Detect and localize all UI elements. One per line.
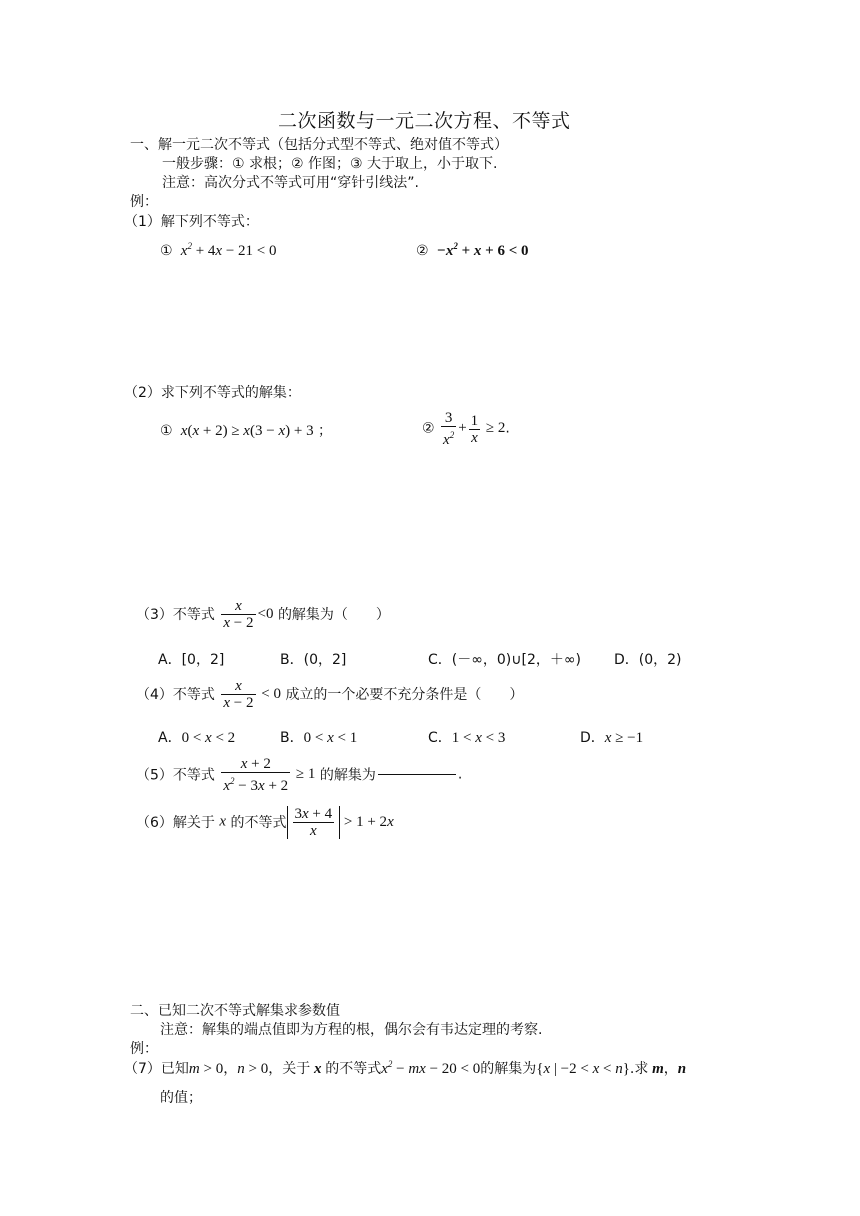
- q5-formula: $\frac{x + 2}{x^2 - 3x + 2}$ ≥ 1: [223, 756, 316, 794]
- q2-prefix: （2）求下列不等式的解集：: [124, 385, 301, 401]
- q1-item1: [160, 241, 277, 260]
- q5-question: [136, 756, 462, 794]
- q2-item2-label: ②: [422, 420, 435, 437]
- q4-option-c[interactable]: C．1 < x < 3: [428, 730, 506, 746]
- q4-question: [136, 678, 523, 711]
- q3-option-b[interactable]: B．(0，2]: [280, 652, 347, 668]
- section1-example: 例：: [130, 194, 158, 210]
- q5-prefix: （5）不等式: [136, 767, 215, 784]
- q6-prefix: （6）解关于: [136, 814, 215, 831]
- q2-item1-tail: ；: [318, 423, 333, 439]
- q6-mid: 的不等式: [230, 814, 287, 831]
- section2-example: 例：: [130, 1041, 158, 1057]
- q1-item2-formula: $-x^2 + x + 6 < 0$: [433, 241, 529, 259]
- q4-option-d[interactable]: D．x ≥ −1: [580, 730, 644, 746]
- q7-comma1: ，: [223, 1061, 238, 1077]
- q1-item2: [416, 241, 529, 260]
- q6-variable: x: [219, 813, 227, 830]
- q3-suffix: 的解集为（ ）: [277, 606, 390, 623]
- q3-option-d[interactable]: D．(0，2): [614, 652, 682, 668]
- q1-prefix: （1）解下列不等式：: [124, 214, 259, 230]
- q1-item2-label: ②: [416, 243, 429, 259]
- q7-mid: 的不等式: [325, 1061, 382, 1077]
- q4-option-a[interactable]: A．0 < x < 2: [158, 730, 236, 746]
- q2-item2: [422, 410, 510, 448]
- q6-question: [136, 806, 394, 839]
- q3-option-a[interactable]: A．[0，2]: [158, 652, 225, 668]
- q7-comma3: ，: [663, 1061, 678, 1077]
- q4-option-d-letter: D．: [580, 730, 605, 746]
- q4-formula: $\frac{x}{x - 2}$ < 0: [223, 678, 281, 711]
- section2-note: 注意：解集的端点值即为方程的根，偶尔会有韦达定理的考察.: [160, 1022, 543, 1038]
- q3-formula: $\frac{x}{x - 2}$ <0: [223, 598, 274, 631]
- q1-item1-formula: $x^2 + 4x - 21 < 0$: [177, 241, 277, 259]
- section1-note: 注意：高次分式不等式可用“穿针引线法”.: [162, 175, 419, 191]
- section1-steps: 一般步骤：① 求根；② 作图；③ 大于取上，小于取下.: [162, 156, 498, 172]
- q7-comma2: ，关于: [268, 1061, 311, 1077]
- q2-item2-tail: .: [505, 420, 510, 437]
- q7-tail: .求: [629, 1061, 649, 1077]
- page-title: 二次函数与一元二次方程、不等式: [278, 110, 571, 132]
- q7-line2: 的值；: [160, 1090, 202, 1106]
- q5-answer-blank[interactable]: [378, 774, 456, 775]
- q4-option-c-letter: C．: [428, 730, 452, 746]
- q3-option-c[interactable]: C．(－∞，0)∪[2，＋∞): [428, 652, 582, 668]
- q4-suffix: 成立的一个必要不充分条件是（ ）: [285, 686, 524, 703]
- q4-option-b-letter: B．: [280, 730, 304, 746]
- q4-prefix: （4）不等式: [136, 686, 215, 703]
- q2-item1: [160, 420, 332, 440]
- section2-heading: 二、已知二次不等式解集求参数值: [130, 1003, 340, 1019]
- q7-mid2: 的解集为: [480, 1061, 537, 1077]
- q1-item1-label: ①: [160, 243, 173, 259]
- section1-heading: 一、解一元二次不等式（包括分式型不等式、绝对值不等式）: [130, 137, 508, 153]
- q6-formula: $\frac{3x + 4}{x}$ > 1 + 2x: [287, 814, 394, 830]
- q2-item1-formula: x(x + 2) ≥ x(3 − x) + 3: [177, 423, 314, 439]
- q4-option-b[interactable]: B．0 < x < 1: [280, 730, 358, 746]
- q3-question: [136, 598, 390, 631]
- q3-prefix: （3）不等式: [136, 606, 215, 623]
- q7-line1: （7）已知m > 0，n > 0，关于 x 的不等式$x^2$ − mx − 20 < 0的解集为{x | −2 < x < n}.求 m，n: [124, 1059, 687, 1077]
- q4-option-a-letter: A．: [158, 730, 182, 746]
- q5-end: .: [457, 766, 463, 783]
- q5-suffix: 的解集为: [319, 767, 376, 784]
- q2-item2-formula: $\frac{3}{x^2}$ + $\frac{1}{x}$ ≥ 2: [443, 410, 506, 448]
- q7-prefix: （7）已知: [124, 1061, 189, 1077]
- q2-item1-label: ①: [160, 423, 173, 439]
